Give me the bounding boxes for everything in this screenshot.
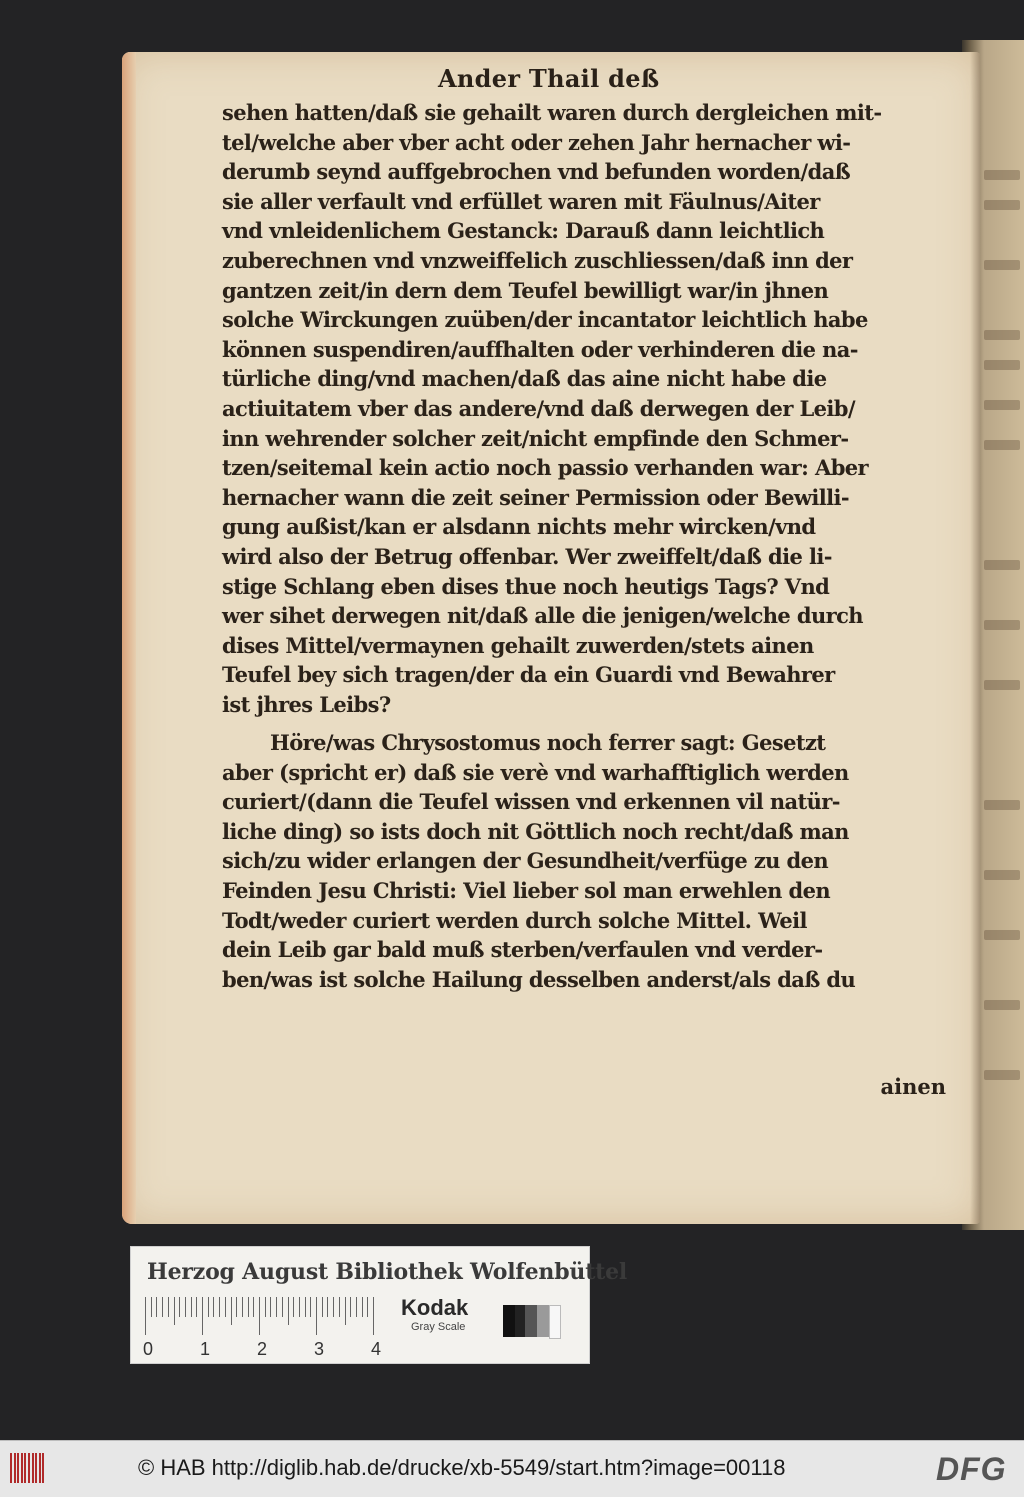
paragraph-2 (222, 728, 856, 994)
page-fold (970, 52, 980, 1224)
library-label-card (130, 1246, 628, 1364)
ruler-tick (282, 1297, 283, 1317)
logo-stripe (14, 1453, 16, 1483)
text-line: inn wehrender solcher zeit/nicht empfinde den Schmer- (222, 425, 849, 451)
ruler-tick (196, 1297, 197, 1317)
ruler-tick (299, 1297, 300, 1317)
text-line: Todt/weder curiert werden durch solche Mittel. Weil (222, 907, 807, 933)
catchword: ainen (880, 1074, 946, 1099)
text-line: ist jhres Leibs? (222, 691, 391, 717)
ruler-number: 3 (314, 1339, 325, 1359)
ruler-tick (179, 1297, 180, 1317)
ruler-tick (356, 1297, 357, 1317)
text-line: liche ding) so ists doch nit Göttlich noch recht/daß man (222, 818, 849, 844)
ruler-tick (316, 1297, 317, 1335)
logo-stripe (42, 1453, 44, 1483)
logo-stripe (17, 1453, 19, 1483)
ruler-tick (185, 1297, 186, 1317)
logo-stripe (24, 1453, 26, 1483)
scale-ruler (145, 1297, 385, 1337)
text-line: türliche ding/vnd machen/daß das aine nicht habe die (222, 366, 827, 392)
text-line: wer sihet derwegen nit/daß alle die jenigen/welche durch (222, 603, 863, 629)
ruler-tick (293, 1297, 294, 1317)
ruler-number: 2 (257, 1339, 268, 1359)
text-line: zuberechnen vnd vnzweiffelich zuschliessen/daß inn der (222, 247, 853, 273)
logo-stripe (32, 1453, 34, 1483)
ruler-tick (242, 1297, 243, 1317)
text-line: stige Schlang eben dises thue noch heutigs Tags? Vnd (222, 573, 830, 599)
hab-barcode-icon (8, 1449, 48, 1489)
ruler-tick (305, 1297, 306, 1317)
ruler-tick (270, 1297, 271, 1317)
gray-swatch (537, 1305, 549, 1337)
ruler-number: 4 (371, 1339, 382, 1359)
text-line: derumb seynd auffgebrochen vnd befunden worden/daß (222, 159, 851, 185)
text-line: tzen/seitemal kein actio noch passio verhanden war: Aber (222, 455, 868, 481)
ruler-tick (156, 1297, 157, 1317)
ruler-number: 1 (200, 1339, 211, 1359)
running-head: Ander Thail deß (438, 64, 660, 93)
gray-swatch (503, 1305, 515, 1337)
ruler-tick (213, 1297, 214, 1317)
kodak-subtitle: Gray Scale (411, 1321, 466, 1333)
ruler-tick (259, 1297, 260, 1335)
text-line: aber (spricht er) daß sie verè vnd warhafftiglich werden (222, 759, 849, 785)
ruler-tick (168, 1297, 169, 1317)
ruler-tick (333, 1297, 334, 1317)
ruler-tick (208, 1297, 209, 1317)
ruler-tick (248, 1297, 249, 1317)
ruler-tick (174, 1297, 175, 1325)
logo-stripe (10, 1453, 12, 1483)
ruler-tick (202, 1297, 203, 1335)
ruler-tick (367, 1297, 368, 1317)
text-line: dises Mittel/vermaynen gehailt zuwerden/stets ainen (222, 632, 814, 658)
text-line: sie aller verfault vnd erfüllet waren mit Fäulnus/Aiter (222, 188, 820, 214)
text-line: Teufel bey sich tragen/der da ein Guardi vnd Bewahrer (222, 662, 835, 688)
logo-stripe (39, 1453, 41, 1483)
text-line: gantzen zeit/in dern dem Teufel bewilligt war/in jhnen (222, 277, 829, 303)
logo-stripe (35, 1453, 37, 1483)
dfg-logo: DFG (936, 1451, 1007, 1487)
ruler-tick (145, 1297, 146, 1335)
gray-swatch (515, 1305, 525, 1337)
ruler-tick (162, 1297, 163, 1317)
page-edge (122, 52, 136, 1224)
source-url[interactable]: © HAB http://diglib.hab.de/drucke/xb-5549/start.htm?image=00118 (138, 1455, 786, 1480)
text-line: hernacher wann die zeit seiner Permission oder Bewilli- (222, 484, 849, 510)
text-line: tel/welche aber vber acht oder zehen Jahr hernacher wi- (222, 129, 851, 155)
ruler-tick (231, 1297, 232, 1325)
ruler-tick (225, 1297, 226, 1317)
text-line: actiuitatem vber das andere/vnd daß derwegen der Leib/ (222, 395, 855, 421)
ruler-tick (276, 1297, 277, 1317)
text-line: können suspendiren/auffhalten oder verhinderen die na- (222, 336, 858, 362)
ruler-tick (288, 1297, 289, 1325)
text-line: gung außist/kan er alsdann nichts mehr wircken/vnd (222, 514, 816, 540)
ruler-tick (191, 1297, 192, 1317)
ruler-tick (219, 1297, 220, 1317)
ruler-tick (339, 1297, 340, 1317)
ruler-tick (350, 1297, 351, 1317)
gray-swatch (525, 1305, 537, 1337)
ruler-tick (373, 1297, 374, 1335)
text-line: solche Wirckungen zuüben/der incantator leichtlich habe (222, 307, 868, 333)
library-name: Herzog August Bibliothek Wolfenbüttel (147, 1259, 628, 1285)
text-line: ben/was ist solche Hailung desselben anderst/als daß du (222, 966, 856, 992)
text-line: dein Leib gar bald muß sterben/verfaulen vnd verder- (222, 937, 823, 963)
gray-swatch (549, 1305, 561, 1339)
ruler-tick (362, 1297, 363, 1317)
ruler-tick (345, 1297, 346, 1325)
ruler-tick (253, 1297, 254, 1317)
text-line: sehen hatten/daß sie gehailt waren durch dergleichen mit- (222, 100, 882, 125)
logo-stripe (21, 1453, 23, 1483)
ruler-tick (236, 1297, 237, 1317)
ruler-number: 0 (143, 1339, 154, 1359)
ruler-tick (322, 1297, 323, 1317)
text-line: Höre/was Chrysostomus noch ferrer sagt: Gesetzt (270, 730, 826, 755)
kodak-logo: Kodak (401, 1295, 469, 1320)
text-line: sich/zu wider erlangen der Gesundheit/verfüge zu den (222, 848, 829, 874)
ruler-tick (310, 1297, 311, 1317)
ruler-tick (327, 1297, 328, 1317)
footer-bar (0, 1440, 1024, 1497)
text-line: wird also der Betrug offenbar. Wer zweiffelt/daß die li- (222, 543, 832, 569)
paragraph-1 (222, 98, 882, 719)
ruler-tick (151, 1297, 152, 1317)
text-line: vnd vnleidenlichem Gestanck: Darauß dann leichtlich (222, 218, 825, 244)
text-line: Feinden Jesu Christi: Viel lieber sol man erwehlen den (222, 877, 831, 903)
logo-stripe (28, 1453, 30, 1483)
ruler-tick (265, 1297, 266, 1317)
text-line: curiert/(dann die Teufel wissen vnd erkennen vil natür- (222, 789, 840, 815)
